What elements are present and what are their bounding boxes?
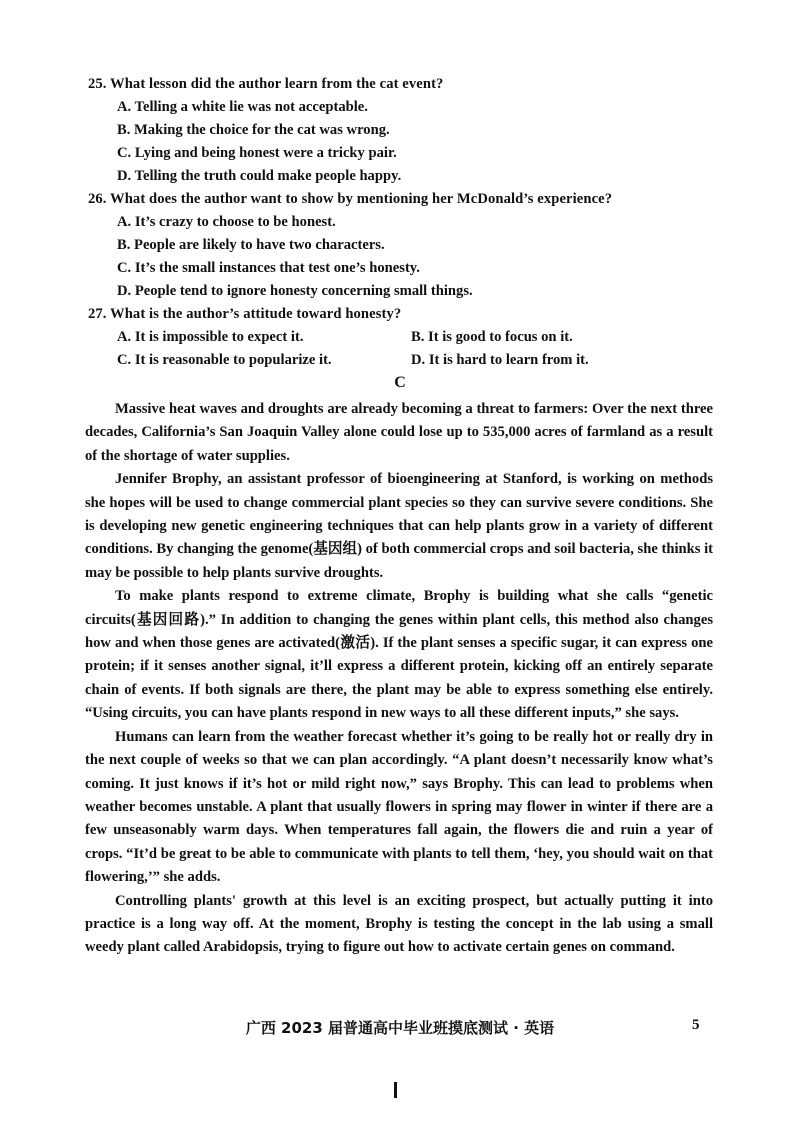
question-27-option-a: A. It is impossible to expect it. <box>117 329 304 345</box>
passage-paragraph-4: Humans can learn from the weather forecast whether it’s going to be really hot or really dry in the next couple of weeks so that we can plan accordingly. “A plant doesn’t necessarily know what’s coming. It just knows if it’s hot or mild right now,” says Brophy. This can lead to problems when weather becomes unstable. A plant that usually flowers in spring may flower in winter if there are a few unseasonably warm days. When temperatures fall again, the flowers die and ruin a year of crops. “It’d be great to be able to communicate with plants to tell them, ‘hey, you should wait on that flowering,’” she adds. <box>85 728 713 886</box>
passage-paragraph-2: Jennifer Brophy, an assistant professor of bioengineering at Stanford, is working on methods she hopes will be used to change commercial plant species so they can survive severe conditions. She is developing new genetic engineering techniques that can help plants grow in a variety of different conditions. By changing the genome(基因组) of both commercial crops and soil bacteria, she thinks it may be possible to help plants survive droughts. <box>85 471 713 581</box>
question-26-stem: 26. What does the author want to show by mentioning her McDonald’s experience? <box>88 191 613 207</box>
question-27-option-b: B. It is good to focus on it. <box>411 329 573 345</box>
binding-mark <box>394 1082 397 1098</box>
question-26-option-d: D. People tend to ignore honesty concerning small things. <box>117 283 473 299</box>
question-25-option-c: C. Lying and being honest were a tricky pair. <box>117 145 397 161</box>
page-number: 5 <box>692 1017 700 1033</box>
question-25-stem: 25. What lesson did the author learn from the cat event? <box>88 76 444 92</box>
passage-paragraph-5: Controlling plants' growth at this level is an exciting prospect, but actually putting it into practice is a long way off. At the moment, Brophy is testing the concept in the lab using a small weedy plant called Arabidopsis, trying to figure out how to activate certain genes on command. <box>85 892 713 956</box>
question-27-option-c: C. It is reasonable to popularize it. <box>117 352 332 368</box>
page-footer-title: 广西 2023 届普通高中毕业班摸底测试 · 英语 <box>245 1019 555 1037</box>
question-25-option-b: B. Making the choice for the cat was wrong. <box>117 122 390 138</box>
reading-passage <box>85 398 713 960</box>
section-label: C <box>394 374 406 391</box>
question-26-option-b: B. People are likely to have two characters. <box>117 237 385 253</box>
question-27-stem: 27. What is the author’s attitude toward honesty? <box>88 306 402 322</box>
passage-paragraph-1: Massive heat waves and droughts are already becoming a threat to farmers: Over the next three decades, California’s San Joaquin Valley alone could lose up to 535,000 acres of farmland as a result of the shortage of water supplies. <box>85 401 713 464</box>
passage-paragraph-3: To make plants respond to extreme climate, Brophy is building what she calls “genetic circuits(基因回路).” In addition to changing the genes within plant cells, this method also changes how and when those genes are activated(激活). If the plant senses a specific sugar, it can express one protein; if it senses another signal, it’ll express a different protein, kicking off an entirely separate chain of events. If both signals are there, the plant may be able to express something else entirely. “Using circuits, you can have plants respond in new ways to all these different inputs,” she says. <box>85 588 713 722</box>
question-26-option-a: A. It’s crazy to choose to be honest. <box>117 214 336 230</box>
question-26-option-c: C. It’s the small instances that test one’s honesty. <box>117 260 420 276</box>
question-27-option-d: D. It is hard to learn from it. <box>411 352 589 368</box>
question-25-option-d: D. Telling the truth could make people happy. <box>117 168 402 184</box>
question-25-option-a: A. Telling a white lie was not acceptable. <box>117 99 368 115</box>
